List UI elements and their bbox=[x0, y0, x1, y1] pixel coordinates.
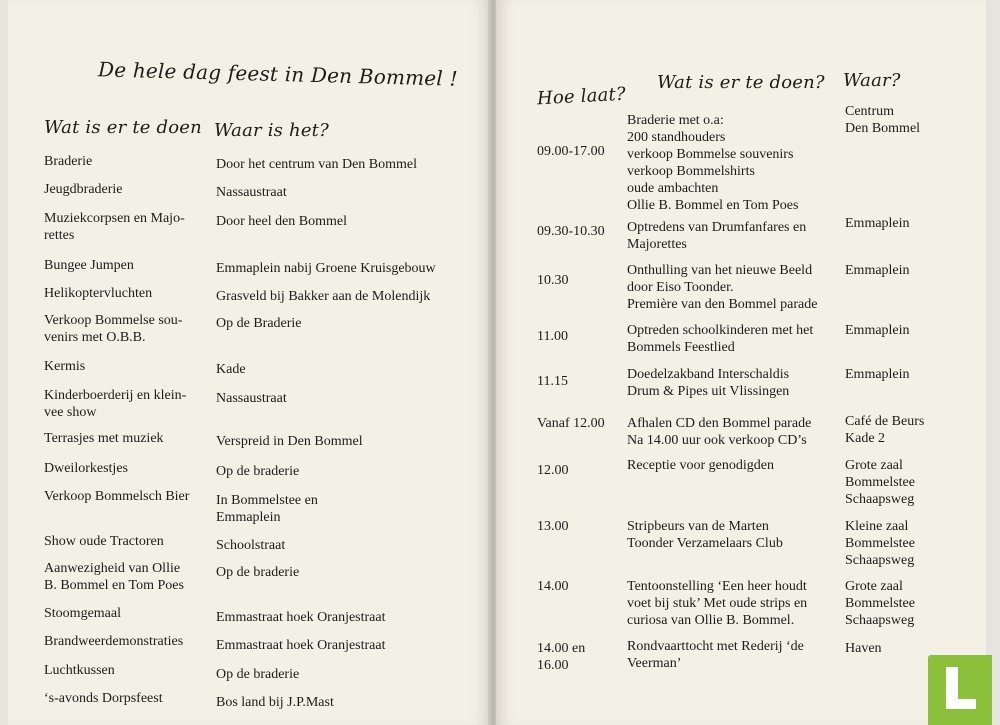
left-row-location: Emmastraat hoek Oranjestraat bbox=[216, 609, 386, 625]
schedule-location: Emmaplein bbox=[845, 216, 910, 231]
schedule-location: Emmaplein bbox=[845, 263, 910, 278]
left-row-activity: Dweilorkestjes bbox=[44, 461, 128, 476]
schedule-activity: curiosa van Ollie B. Bommel. bbox=[627, 613, 795, 628]
schedule-time: 10.30 bbox=[537, 273, 569, 288]
schedule-location: Haven bbox=[845, 641, 882, 656]
right-header-where: Waar? bbox=[843, 70, 901, 91]
schedule-location: Bommelstee bbox=[845, 536, 915, 551]
schedule-activity: Na 14.00 uur ook verkoop CD’s bbox=[627, 433, 807, 448]
left-row-location: Schoolstraat bbox=[216, 537, 286, 553]
left-row-activity: Terrasjes met muziek bbox=[44, 431, 164, 446]
left-header-what: Wat is er te doen bbox=[44, 117, 202, 138]
left-row-location: Nassaustraat bbox=[216, 185, 287, 201]
schedule-location: Kleine zaal bbox=[845, 519, 909, 534]
schedule-location: Den Bommel bbox=[845, 121, 921, 136]
left-row-activity: B. Bommel en Tom Poes bbox=[44, 578, 184, 593]
left-header-where: Waar is het? bbox=[214, 120, 329, 141]
left-row-location: Op de Braderie bbox=[216, 316, 302, 332]
schedule-time: 11.15 bbox=[537, 374, 568, 389]
left-row-activity: Kinderboerderij en klein- bbox=[44, 388, 187, 403]
schedule-location: Kade 2 bbox=[845, 431, 886, 446]
left-row-activity: Verkoop Bommelse sou- bbox=[44, 313, 183, 328]
left-row-location: Emmaplein bbox=[216, 509, 281, 525]
left-row-activity: Braderie bbox=[44, 154, 93, 169]
corner-logo-icon bbox=[928, 655, 992, 725]
schedule-activity: Receptie voor genodigden bbox=[627, 458, 774, 473]
schedule-activity: door Eiso Toonder. bbox=[627, 280, 734, 295]
left-row-activity: Luchtkussen bbox=[44, 663, 115, 678]
left-row-activity: Muziekcorpsen en Majo- bbox=[44, 211, 185, 226]
schedule-location: Schaapsweg bbox=[845, 492, 915, 507]
left-row-location: In Bommelstee en bbox=[216, 492, 318, 508]
schedule-activity: Doedelzakband Interschaldis bbox=[627, 367, 790, 382]
left-row-location: Door heel den Bommel bbox=[216, 214, 348, 230]
schedule-time: 16.00 bbox=[537, 658, 569, 673]
schedule-time: 14.00 en bbox=[537, 641, 586, 656]
schedule-location: Café de Beurs bbox=[845, 414, 925, 429]
schedule-time: 11.00 bbox=[537, 329, 568, 344]
left-row-location: Bos land bij J.P.Mast bbox=[216, 694, 334, 710]
schedule-time: 09.00-17.00 bbox=[537, 144, 605, 159]
schedule-location: Emmaplein bbox=[845, 323, 910, 338]
left-row-location: Op de braderie bbox=[216, 464, 300, 480]
left-row-activity: venirs met O.B.B. bbox=[44, 330, 146, 345]
schedule-activity: Veerman’ bbox=[627, 656, 682, 671]
left-page-title: De hele dag feest in Den Bommel ! bbox=[97, 57, 459, 91]
left-row-location: Door het centrum van Den Bommel bbox=[216, 157, 418, 172]
schedule-time: 13.00 bbox=[537, 519, 569, 534]
schedule-activity: Optredens van Drumfanfares en bbox=[627, 220, 807, 235]
schedule-location: Grote zaal bbox=[845, 579, 903, 594]
schedule-activity: Première van den Bommel parade bbox=[627, 297, 818, 312]
left-row-activity: Show oude Tractoren bbox=[44, 534, 164, 549]
schedule-location: Schaapsweg bbox=[845, 613, 915, 628]
left-row-location: Nassaustraat bbox=[216, 391, 287, 407]
left-row-location: Kade bbox=[216, 362, 246, 378]
schedule-location: Centrum bbox=[845, 104, 894, 119]
schedule-activity: Stripbeurs van de Marten bbox=[627, 519, 769, 534]
schedule-activity: voet bij stuk’ Met oude strips en bbox=[627, 596, 808, 611]
left-row-activity: rettes bbox=[44, 228, 75, 243]
left-row-activity: Helikoptervluchten bbox=[44, 286, 153, 301]
schedule-activity: verkoop Bommelshirts bbox=[627, 164, 755, 179]
left-row-location: Op de braderie bbox=[216, 666, 300, 682]
left-row-location: Verspreid in Den Bommel bbox=[216, 434, 363, 450]
left-row-activity: Jeugdbraderie bbox=[44, 182, 123, 197]
schedule-activity: 200 standhouders bbox=[627, 130, 726, 145]
schedule-location: Bommelstee bbox=[845, 475, 915, 490]
schedule-time: Vanaf 12.00 bbox=[537, 416, 605, 431]
schedule-activity: Braderie met o.a: bbox=[627, 113, 724, 128]
schedule-activity: Tentoonstelling ‘Een heer houdt bbox=[627, 579, 807, 594]
left-row-location: Grasveld bij Bakker aan de Molendijk bbox=[216, 289, 431, 305]
schedule-location: Bommelstee bbox=[845, 596, 915, 611]
left-row-activity: Brandweerdemonstraties bbox=[44, 634, 184, 649]
schedule-activity: Onthulling van het nieuwe Beeld bbox=[627, 263, 813, 278]
left-row-activity: Kermis bbox=[44, 359, 86, 374]
left-row-location: Emmaplein nabij Groene Kruisgebouw bbox=[216, 261, 436, 277]
schedule-activity: Drum & Pipes uit Vlissingen bbox=[627, 384, 790, 399]
schedule-location: Schaapsweg bbox=[845, 553, 915, 568]
left-row-activity: Bungee Jumpen bbox=[44, 258, 134, 273]
schedule-activity: Optreden schoolkinderen met het bbox=[627, 323, 814, 338]
schedule-time: 09.30-10.30 bbox=[537, 224, 605, 239]
schedule-activity: Toonder Verzamelaars Club bbox=[627, 536, 783, 551]
right-header-what: Wat is er te doen? bbox=[657, 72, 825, 93]
schedule-activity: Afhalen CD den Bommel parade bbox=[627, 416, 812, 431]
schedule-time: 14.00 bbox=[537, 579, 569, 594]
schedule-activity: Rondvaarttocht met Rederij ‘de bbox=[627, 639, 804, 654]
schedule-activity: Ollie B. Bommel en Tom Poes bbox=[627, 198, 799, 213]
schedule-time: 12.00 bbox=[537, 463, 569, 478]
left-row-activity: Verkoop Bommelsch Bier bbox=[44, 489, 190, 504]
schedule-location: Emmaplein bbox=[845, 367, 910, 382]
schedule-activity: Majorettes bbox=[627, 237, 687, 252]
right-header-when: Hoe laat? bbox=[536, 83, 627, 110]
schedule-location: Grote zaal bbox=[845, 458, 903, 473]
left-row-activity: Stoomgemaal bbox=[44, 606, 121, 621]
left-row-location: Emmastraat hoek Oranjestraat bbox=[216, 637, 386, 653]
schedule-activity: oude ambachten bbox=[627, 181, 719, 196]
schedule-activity: Bommels Feestlied bbox=[627, 340, 735, 355]
left-row-activity: ‘s-avonds Dorpsfeest bbox=[44, 691, 163, 706]
left-row-activity: Aanwezigheid van Ollie bbox=[44, 561, 181, 576]
left-row-location: Op de braderie bbox=[216, 564, 300, 580]
schedule-activity: verkoop Bommelse souvenirs bbox=[627, 147, 794, 162]
left-row-activity: vee show bbox=[44, 405, 97, 420]
